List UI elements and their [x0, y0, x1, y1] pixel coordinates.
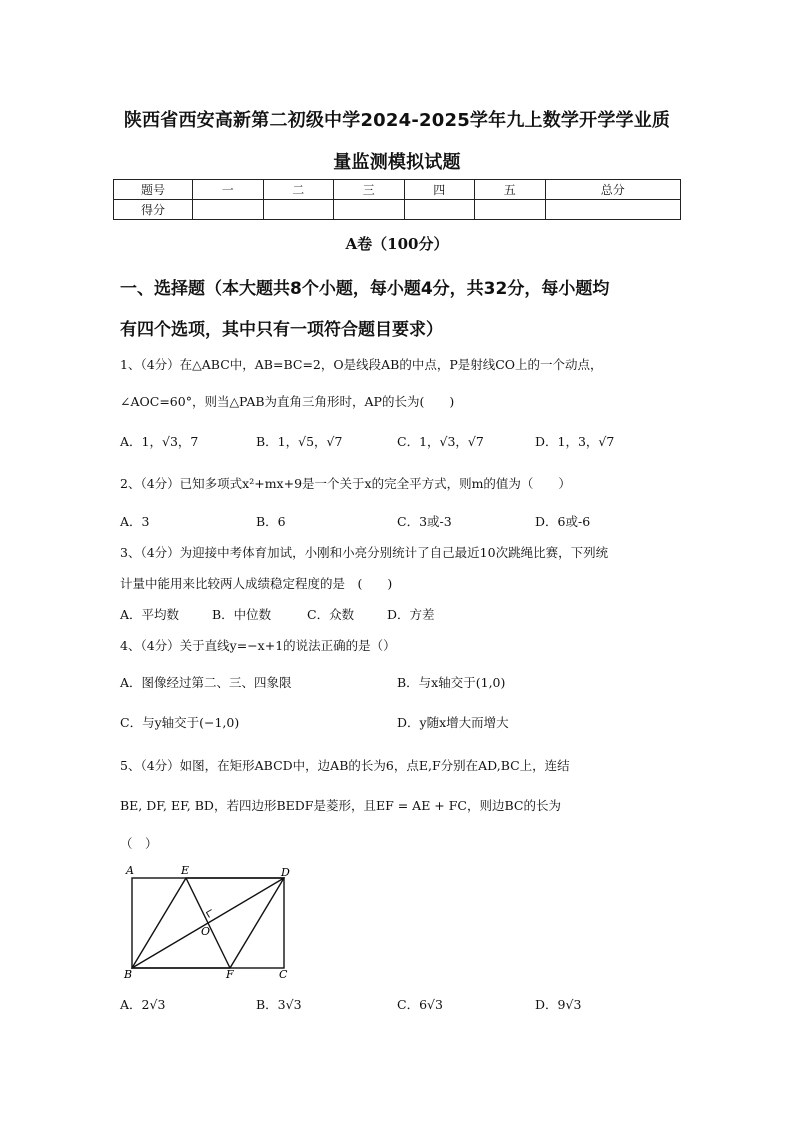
score-cell: 一 [193, 180, 264, 200]
q4-option-a: A．图像经过第二、三、四象限 [120, 675, 292, 690]
label-d: D [281, 866, 290, 879]
q2-option-a: A．3 [120, 514, 150, 529]
rectangle-rhombus-figure [118, 860, 308, 984]
q5-option-c: C．6√3 [397, 997, 443, 1012]
score-blank-cell[interactable] [193, 200, 264, 220]
q2-stem: 2、（4分）已知多项式x²+mx+9是一个关于x的完全平方式，则m的值为（ ） [120, 476, 571, 491]
q5-stem-line2: BE, DF, EF, BD，若四边形BEDF是菱形，且EF = AE + FC，则边BC的长为 [120, 798, 561, 813]
q2-option-d: D．6或-6 [535, 514, 591, 529]
label-o: O [201, 925, 211, 938]
q1-stem-line1: 1、（4分）在△ABC中，AB=BC=2，O是线段AB的中点，P是射线CO上的一个动点， [120, 357, 603, 372]
q3-option-d: D．方差 [387, 607, 435, 622]
q1-option-a: A．1，√3，7 [120, 434, 199, 449]
score-blank-cell[interactable] [263, 200, 334, 220]
q2-option-c: C．3或-3 [397, 514, 452, 529]
score-cell: 得分 [114, 200, 193, 220]
q5-option-b: B．3√3 [256, 997, 302, 1012]
q4-option-d: D．y随x增大而增大 [397, 715, 509, 730]
section-a-heading: A卷（100分） [345, 235, 449, 253]
q1-option-d: D．1，3，√7 [535, 434, 615, 449]
q4-stem: 4、（4分）关于直线y=−x+1的说法正确的是（） [120, 638, 396, 653]
score-blank-cell[interactable] [334, 200, 405, 220]
q5-stem-line3: （ ） [120, 836, 158, 851]
label-a: A [126, 864, 134, 877]
q5-stem-line1: 5、（4分）如图，在矩形ABCD中，边AB的长为6，点E,F分别在AD,BC上，连结 [120, 758, 570, 773]
score-cell: 四 [404, 180, 475, 200]
score-blank-cell[interactable] [404, 200, 475, 220]
q1-stem-line2: ∠AOC=60°，则当△PAB为直角三角形时，AP的长为( ) [120, 394, 455, 409]
q5-option-a: A．2√3 [120, 997, 166, 1012]
score-cell: 题号 [114, 180, 193, 200]
score-cell: 三 [334, 180, 405, 200]
score-cell: 二 [263, 180, 334, 200]
q1-option-c: C．1，√3，√7 [397, 434, 484, 449]
label-c: C [279, 968, 288, 981]
part1-heading-line2: 有四个选项，其中只有一项符合题目要求） [120, 320, 443, 340]
score-cell: 总分 [545, 180, 681, 200]
right-angle-mark [207, 910, 212, 918]
q4-option-c: C．与y轴交于(−1,0) [120, 715, 240, 730]
exam-title-line2: 量监测模拟试题 [333, 152, 461, 173]
part1-heading-line1: 一、选择题（本大题共8个小题，每小题4分，共32分，每小题均 [120, 279, 610, 299]
score-cell: 五 [475, 180, 546, 200]
label-b: B [124, 968, 133, 981]
q4-option-b: B．与x轴交于(1,0) [397, 675, 506, 690]
label-e: E [181, 864, 190, 877]
q3-option-b: B．中位数 [212, 607, 272, 622]
score-table [113, 179, 681, 220]
exam-title-line1: 陕西省西安高新第二初级中学2024-2025学年九上数学开学学业质 [123, 110, 671, 131]
score-table-score-row [114, 200, 681, 220]
q5-option-d: D．9√3 [535, 997, 582, 1012]
q3-option-a: A．平均数 [120, 607, 180, 622]
q3-stem-line2: 计量中能用来比较两人成绩稳定程度的是 ( ) [120, 576, 393, 591]
q3-option-c: C．众数 [307, 607, 355, 622]
q1-option-b: B．1，√5，√7 [256, 434, 343, 449]
q3-stem-line1: 3、（4分）为迎接中考体育加试，小刚和小亮分别统计了自己最近10次跳绳比赛，下列统 [120, 545, 609, 560]
q2-option-b: B．6 [256, 514, 286, 529]
score-blank-cell[interactable] [475, 200, 546, 220]
diagonal-ef [186, 878, 230, 968]
label-f: F [226, 968, 234, 981]
score-blank-cell[interactable] [545, 200, 681, 220]
score-table-header-row [114, 180, 681, 200]
